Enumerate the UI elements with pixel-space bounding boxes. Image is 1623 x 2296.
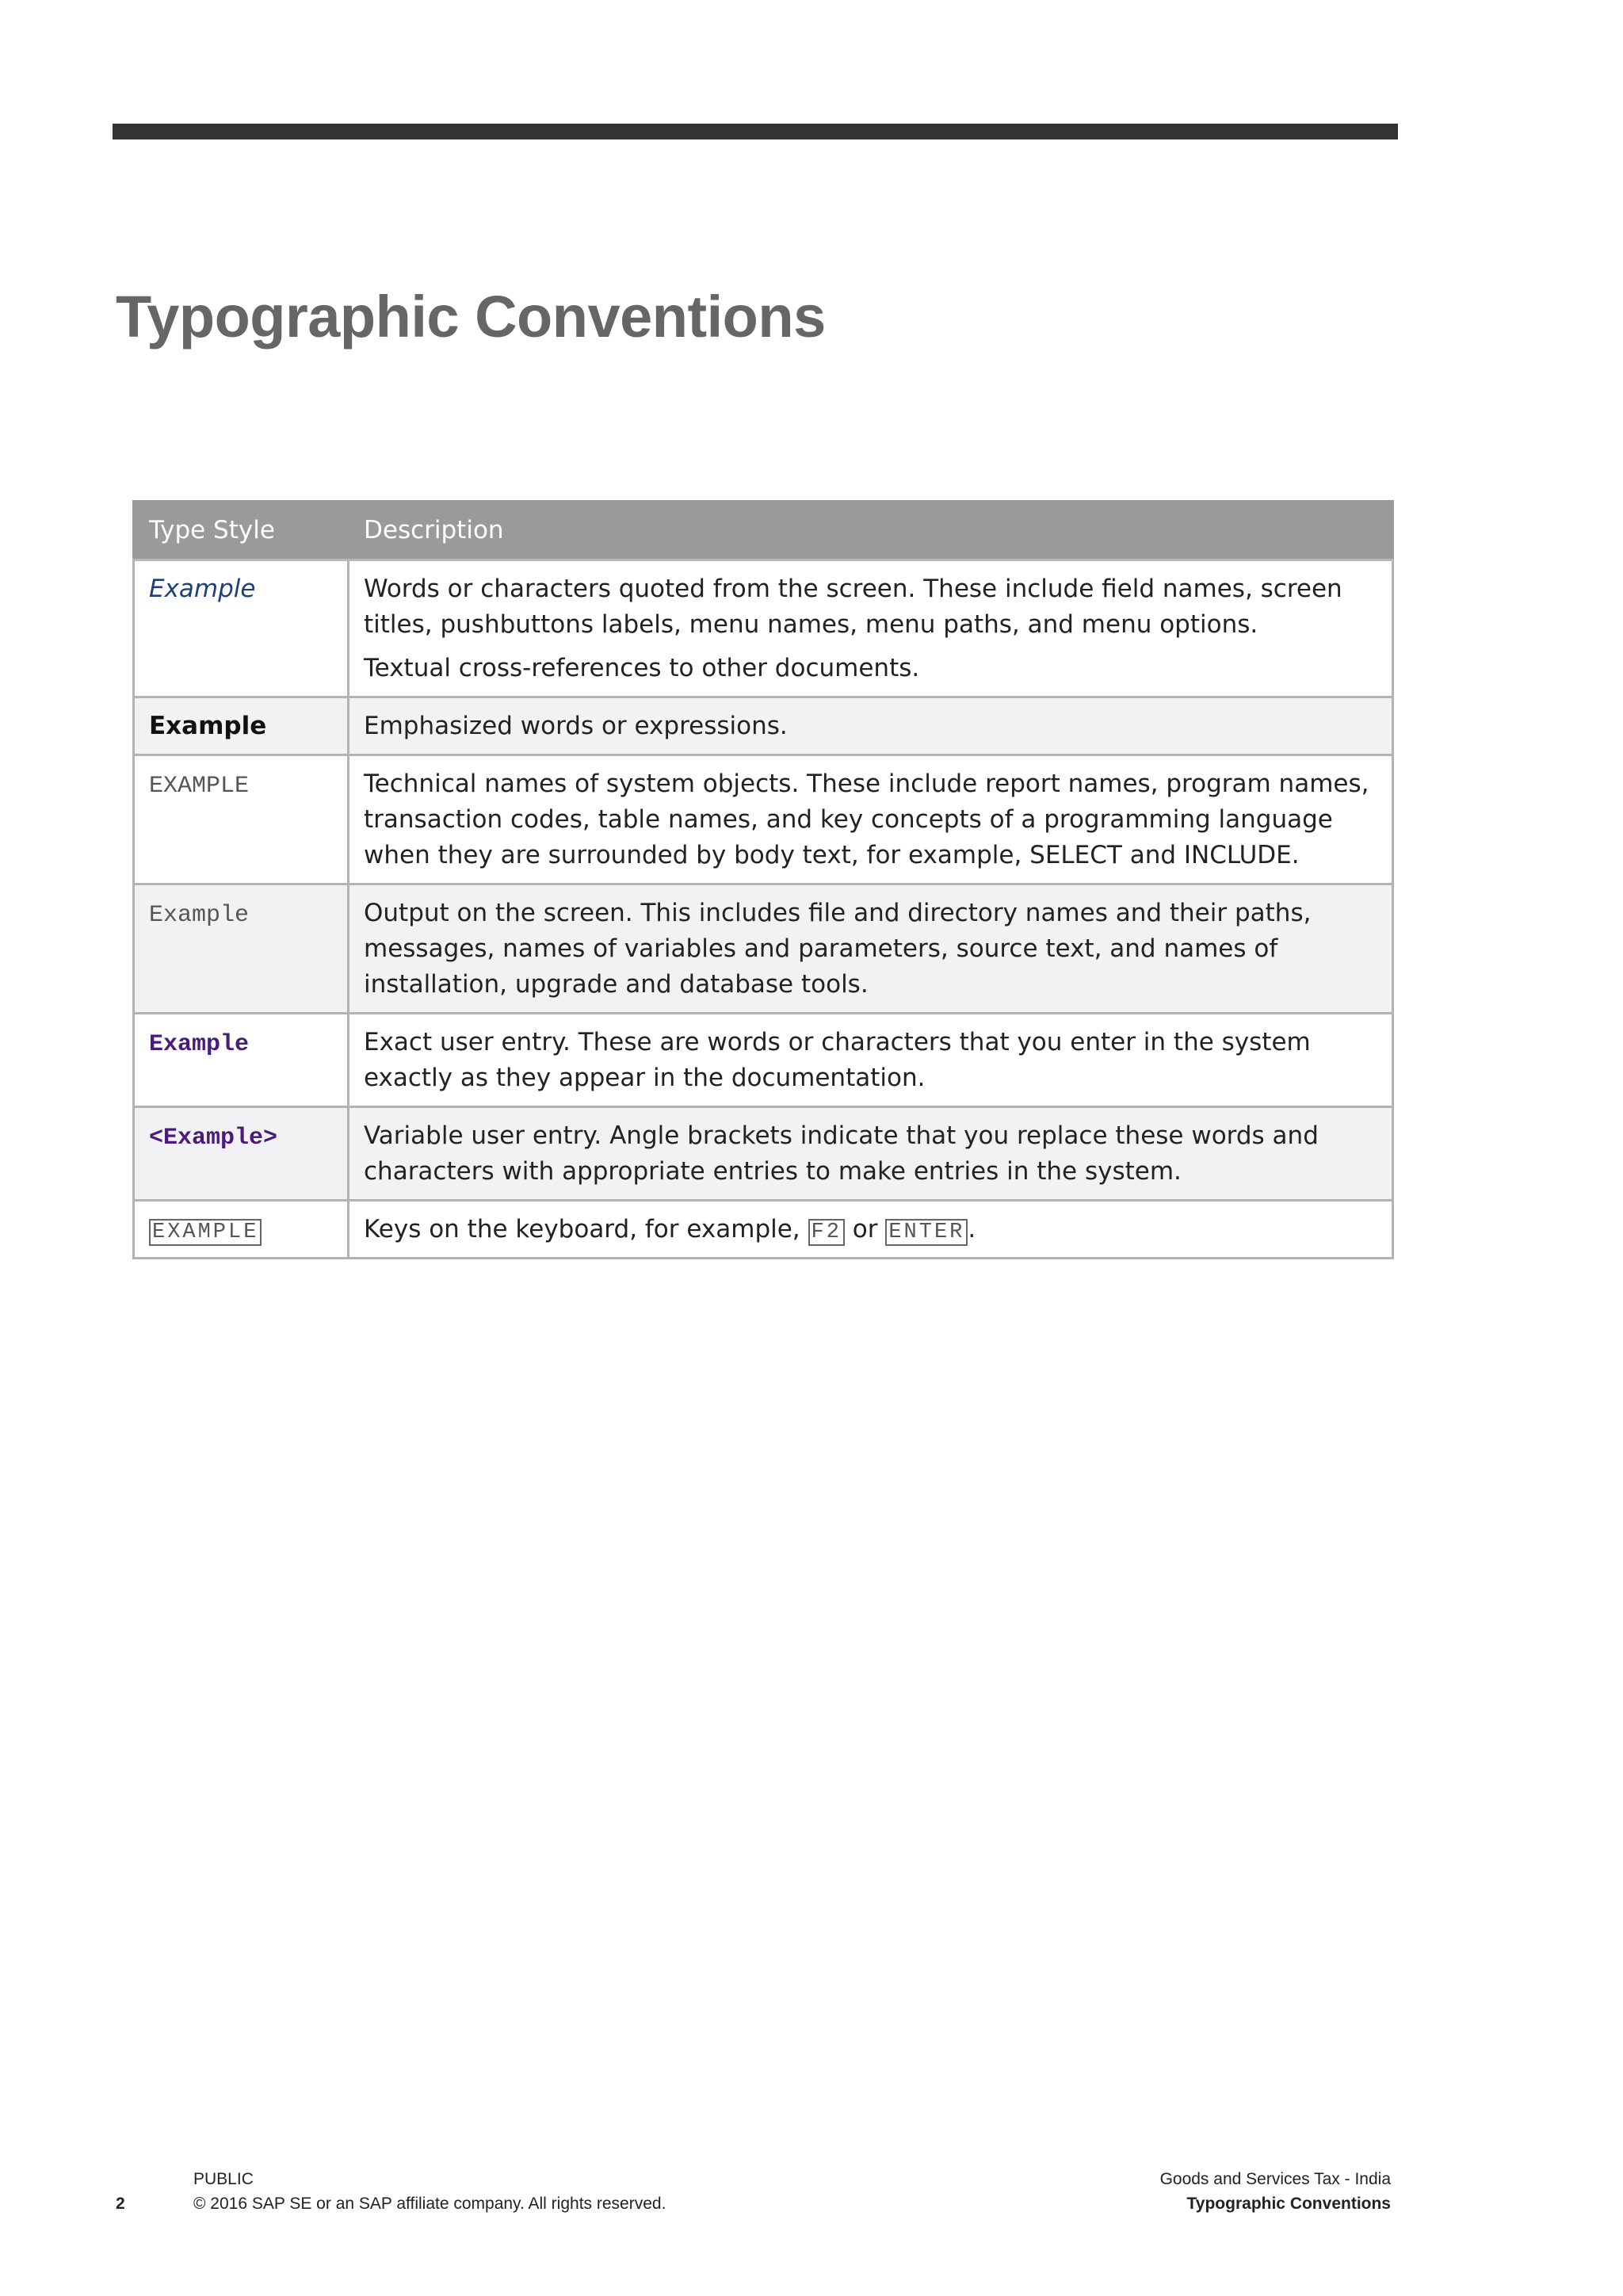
table-header-row xyxy=(134,502,1393,560)
table-row xyxy=(134,1014,1393,1107)
description-text: Technical names of system objects. These include report names, program names, transaction codes, table names, and key concepts of a programming language when they are surrounded by body text, for example, SELECT and INCLUDE. xyxy=(364,770,1369,869)
style-cell xyxy=(134,560,349,697)
description-cell xyxy=(349,755,1393,884)
table-row xyxy=(134,1201,1393,1259)
description-text: Output on the screen. This includes file and directory names and their paths, messages, names of variables and parameters, source text, and names of installation, upgrade and database tools. xyxy=(364,899,1312,999)
description-cell xyxy=(349,697,1393,755)
style-cell xyxy=(134,697,349,755)
description-cell xyxy=(349,560,1393,697)
style-sample-bold: Example xyxy=(149,712,267,740)
style-cell xyxy=(134,1201,349,1259)
description-text: Exact user entry. These are words or characters that you enter in the system exactly as they appear in the documentation. xyxy=(364,1028,1311,1092)
description-text: Keys on the keyboard, for example, xyxy=(364,1215,808,1244)
table-row xyxy=(134,884,1393,1014)
style-sample-variable-entry: <Example> xyxy=(149,1125,278,1152)
key-f2: F2 xyxy=(808,1219,845,1246)
description-text: Variable user entry. Angle brackets indicate that you replace these words and characters with appropriate entries to make entries in the system. xyxy=(364,1121,1319,1186)
key-enter: ENTER xyxy=(885,1219,968,1246)
description-cell xyxy=(349,884,1393,1014)
page-title: Typographic Conventions xyxy=(116,284,826,350)
description-text: Words or characters quoted from the screen. These include field names, screen titles, pushbuttons labels, menu names, menu paths, and menu options. xyxy=(364,575,1342,639)
description-text: Textual cross-references to other documents. xyxy=(364,654,920,682)
description-text-middle: or xyxy=(844,1215,886,1244)
section-title: Typographic Conventions xyxy=(1186,2195,1391,2213)
style-cell xyxy=(134,1107,349,1201)
top-header-bar xyxy=(113,124,1398,139)
style-cell xyxy=(134,1014,349,1107)
column-header-type-style: Type Style xyxy=(134,502,349,560)
table-row xyxy=(134,697,1393,755)
document-title: Goods and Services Tax - India xyxy=(1159,2170,1391,2188)
copyright-notice: © 2016 SAP SE or an SAP affiliate company. All rights reserved. xyxy=(193,2195,666,2213)
description-cell xyxy=(349,1201,1393,1259)
description-text: Emphasized words or expressions. xyxy=(364,712,788,740)
style-sample-technical-name: EXAMPLE xyxy=(149,773,250,800)
style-cell xyxy=(134,884,349,1014)
column-header-description: Description xyxy=(349,502,1393,560)
table-row xyxy=(134,755,1393,884)
style-sample-keyboard-key: EXAMPLE xyxy=(149,1219,262,1246)
page-number: 2 xyxy=(116,2195,125,2213)
style-cell xyxy=(134,755,349,884)
description-cell xyxy=(349,1107,1393,1201)
classification-label: PUBLIC xyxy=(193,2170,254,2188)
description-cell xyxy=(349,1014,1393,1107)
conventions-table xyxy=(132,500,1394,1259)
description-text-suffix: . xyxy=(968,1215,976,1244)
style-sample-exact-entry: Example xyxy=(149,1031,250,1058)
style-sample-screen-output: Example xyxy=(149,902,250,929)
style-sample-italic: Example xyxy=(149,575,256,603)
table-row xyxy=(134,1107,1393,1201)
table-row xyxy=(134,560,1393,697)
